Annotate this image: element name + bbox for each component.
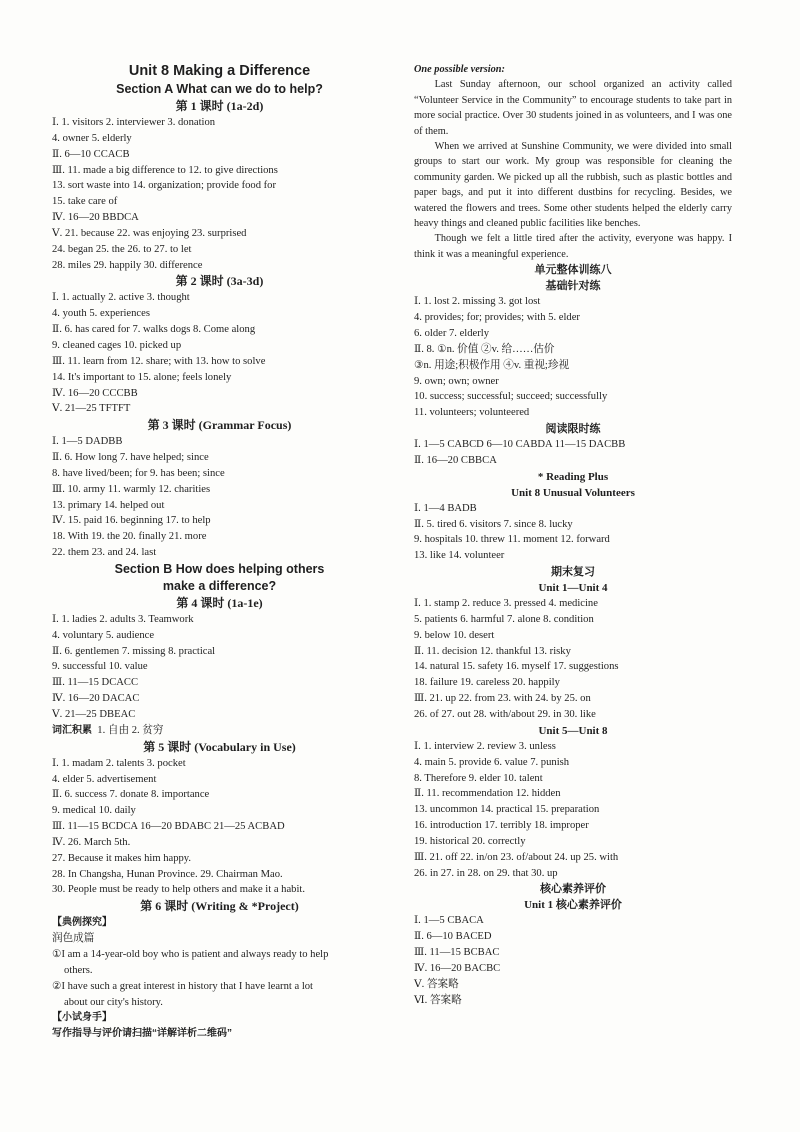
- answer-line: Ⅳ. 26. March 5th.: [52, 836, 131, 848]
- answer-line: 18. With 19. the 20. finally 21. more: [52, 531, 207, 543]
- answer-line: 14. natural 15. safety 16. myself 17. suggestions: [414, 661, 619, 673]
- answer-line: Ⅲ. 11—15 BCDCA 16—20 BDABC 21—25 ACBAD: [52, 821, 285, 833]
- section-a-title: Section A What can we do to help?: [116, 82, 323, 96]
- answer-line: ③n. 用途;积极作用 ④v. 重视;珍视: [414, 359, 570, 371]
- answer-line: Ⅲ. 11. made a big difference to 12. to give directions: [52, 164, 278, 176]
- answer-line: 28. In Changsha, Hunan Province. 29. Chairman Mao.: [52, 868, 283, 880]
- answer-line: 22. them 23. and 24. last: [52, 547, 157, 559]
- answer-line: Ⅱ. 6. has cared for 7. walks dogs 8. Come along: [52, 324, 256, 336]
- answer-line: 9. cleaned cages 10. picked up: [52, 339, 182, 351]
- answer-line: Ⅰ. 1. madam 2. talents 3. pocket: [52, 757, 186, 769]
- answer-line: 4. voluntary 5. audience: [52, 629, 155, 641]
- essay-paragraph: Last Sunday afternoon, our school organized an activity called “Volunteer Service in the Community” to encourage students to take part in more social practice. Over 30 students joined in as volunteers, and I was one of them.: [414, 79, 732, 137]
- reading-plus-title: * Reading Plus: [537, 470, 609, 483]
- answer-line: Ⅲ. 10. army 11. warmly 12. charities: [52, 483, 211, 495]
- lesson-5-answers: [52, 756, 387, 899]
- answer-line: 27. Because it makes him happy.: [52, 852, 192, 864]
- answer-line: Ⅲ. 21. up 22. from 23. with 24. by 25. on: [414, 693, 591, 705]
- lesson-3-title: 第 3 课时 (Grammar Focus): [147, 418, 292, 433]
- section-b-title-cont: make a difference?: [162, 578, 277, 593]
- answer-line: 15. take care of: [52, 196, 118, 208]
- try-tag: 【小试身手】: [52, 1012, 112, 1024]
- answer-line: Ⅱ. 11. recommendation 12. hidden: [414, 788, 561, 800]
- vocab-text: 1. 自由 2. 贫穷: [97, 724, 164, 736]
- answer-line: Ⅲ. 11—15 DCACC: [52, 677, 139, 689]
- answer-line: 9. own; own; owner: [414, 375, 499, 387]
- basic-practice-title: 基础针对练: [545, 280, 601, 293]
- qr-note: 写作指导与评价请扫描“详解详析二维码”: [52, 1028, 232, 1040]
- answer-line: Ⅱ. 6. How long 7. have helped; since: [52, 452, 209, 464]
- answer-line: 19. historical 20. correctly: [414, 835, 526, 847]
- answer-line: 13. primary 14. helped out: [52, 499, 165, 511]
- final-review-title: 期末复习: [551, 566, 595, 579]
- essay-paragraph: Though we felt a little tired after the activity, everyone was happy. I think it was a meaningful experience.: [414, 233, 732, 260]
- answer-line: Ⅱ. 11. decision 12. thankful 13. risky: [414, 645, 571, 657]
- left-column: [52, 62, 387, 1042]
- right-column: [414, 62, 732, 1009]
- answer-line: Ⅰ. 1—4 BADB: [414, 502, 477, 514]
- reading-plus-unit: Unit 8 Unusual Volunteers: [511, 486, 635, 499]
- answer-line: Ⅳ. 16—20 CCCBB: [52, 387, 138, 399]
- core-literacy-title: 核心素养评价: [540, 883, 606, 896]
- answer-line: 4. elder 5. advertisement: [52, 773, 157, 785]
- answer-line: 13. uncommon 14. practical 15. preparation: [414, 804, 600, 816]
- essay-paragraph: When we arrived at Sunshine Community, we were divided into small groups to start our work. My group was responsible for cleaning the community garden. We picked up all the rubbish, such as plastic bottles and paper bags, and put it into different dustbins for recycling. Besides, we watered the flowers and trees. Some other students helped the elderly carry heavy things and cleaned public facilities like benches.: [414, 141, 732, 230]
- answer-line: 5. patients 6. harmful 7. alone 8. condition: [414, 613, 594, 625]
- lesson-6-title: 第 6 课时 (Writing & *Project): [140, 899, 299, 914]
- answer-line: Ⅴ. 21. because 22. was enjoying 23. surprised: [52, 227, 247, 239]
- answer-line: Ⅱ. 6—10 CCACB: [52, 148, 130, 160]
- answer-line: Ⅱ. 5. tired 6. visitors 7. since 8. lucky: [414, 518, 573, 530]
- lesson-1-title: 第 1 课时 (1a-2d): [175, 99, 264, 113]
- answer-line: 30. People must be ready to help others and make it a habit.: [52, 884, 306, 896]
- answer-line: 26. of 27. out 28. with/about 29. in 30. like: [414, 709, 596, 720]
- answer-line: 11. volunteers; volunteered: [414, 407, 530, 419]
- answer-line: 8. have lived/been; for 9. has been; since: [52, 467, 225, 479]
- answer-line: 28. miles 29. happily 30. difference: [52, 259, 203, 271]
- unit-5-8-title: Unit 5—Unit 8: [538, 724, 608, 737]
- unit-1-4-title: Unit 1—Unit 4: [538, 582, 608, 595]
- essay-label: One possible version:: [414, 64, 505, 75]
- answer-line: 9. hospitals 10. threw 11. moment 12. forward: [414, 534, 610, 546]
- answer-line: Ⅰ. 1. stamp 2. reduce 3. pressed 4. medicine: [414, 598, 598, 610]
- reading-answers: [414, 437, 732, 469]
- answer-line: Ⅱ. 8. ①n. 价值 ②v. 给……估价: [414, 343, 555, 355]
- answer-line: Ⅰ. 1. lost 2. missing 3. got lost: [414, 296, 541, 308]
- answer-line: Ⅲ. 11. learn from 12. share; with 13. how to solve: [52, 355, 266, 367]
- reading-plus-answers: [414, 501, 732, 564]
- answer-line: 9. below 10. desert: [414, 629, 495, 641]
- reading-timed-title: 阅读限时练: [545, 423, 601, 436]
- answer-line: Ⅰ. 1. interview 2. review 3. unless: [414, 740, 556, 752]
- answer-line: 18. failure 19. careless 20. happily: [414, 677, 560, 689]
- polish-sentence-2-cont: about our city's history.: [64, 996, 163, 1008]
- basic-answers: [414, 294, 732, 421]
- vocab-tag: 词汇积累: [52, 724, 92, 736]
- answer-line: Ⅲ. 11—15 BCBAC: [414, 947, 500, 959]
- answer-line: 9. successful 10. value: [52, 661, 148, 673]
- unit-title: Unit 8 Making a Difference: [128, 63, 311, 79]
- answer-line: Ⅲ. 21. off 22. in/on 23. of/about 24. up 25. with: [414, 851, 619, 863]
- answer-line: Ⅳ. 16—20 BACBC: [414, 962, 501, 974]
- answer-line: Ⅵ. 答案略: [414, 994, 462, 1006]
- answer-line: 8. Therefore 9. elder 10. talent: [414, 772, 543, 784]
- answer-line: Ⅰ. 1—5 CBACA: [414, 915, 484, 927]
- answer-line: 16. introduction 17. terribly 18. improper: [414, 820, 589, 832]
- answer-line: Ⅰ. 1. ladies 2. adults 3. Teamwork: [52, 613, 194, 625]
- answer-line: 4. owner 5. elderly: [52, 132, 132, 144]
- answer-line: Ⅰ. 1. actually 2. active 3. thought: [52, 292, 190, 304]
- answer-line: 9. medical 10. daily: [52, 805, 136, 817]
- answer-line: Ⅱ. 6. gentlemen 7. missing 8. practical: [52, 645, 216, 657]
- answer-line: Ⅰ. 1. visitors 2. interviewer 3. donation: [52, 117, 216, 128]
- answer-line: Ⅱ. 6—10 BACED: [414, 931, 492, 943]
- answer-line: Ⅰ. 1—5 CABCD 6—10 CABDA 11—15 DACBB: [414, 439, 626, 451]
- polish-label: 润色成篇: [52, 933, 95, 945]
- polish-sentence-1: ①I am a 14-year-old boy who is patient and always ready to help: [52, 948, 329, 960]
- answer-line: Ⅱ. 16—20 CBBCA: [414, 454, 497, 466]
- answer-line: 10. success; successful; succeed; successfully: [414, 391, 608, 403]
- core-literacy-answers: [414, 913, 732, 1008]
- lesson-3-answers: [52, 434, 387, 561]
- answer-line: Ⅱ. 6. success 7. donate 8. importance: [52, 789, 210, 801]
- answer-line: 13. like 14. volunteer: [414, 550, 505, 562]
- lesson-1-answers: [52, 115, 387, 273]
- vocab-accumulation: [52, 723, 387, 739]
- answer-line: 4. provides; for; provides; with 5. elder: [414, 312, 580, 324]
- answer-line: 24. began 25. the 26. to 27. to let: [52, 243, 192, 255]
- polish-sentence-1-cont: others.: [64, 964, 93, 976]
- answer-line: 26. in 27. in 28. on 29. that 30. up: [414, 867, 558, 879]
- answer-line: 6. older 7. elderly: [414, 327, 490, 339]
- lesson-2-title: 第 2 课时 (3a-3d): [175, 274, 264, 289]
- answer-line: Ⅴ. 21—25 TFTFT: [52, 403, 131, 415]
- answer-line: Ⅰ. 1—5 DADBB: [52, 436, 123, 448]
- lesson-4-answers: [52, 612, 387, 723]
- answer-line: Ⅳ. 16—20 BBDCA: [52, 212, 139, 224]
- answer-line: Ⅴ. 答案略: [414, 978, 459, 990]
- lesson-4-title: 第 4 课时 (1a-1e): [176, 595, 263, 610]
- answer-line: 4. youth 5. experiences: [52, 308, 150, 320]
- core-literacy-unit: Unit 1 核心素养评价: [524, 899, 622, 912]
- lesson-2-answers: [52, 290, 387, 417]
- unit-5-8-answers: [414, 739, 732, 882]
- answer-line: Ⅳ. 15. paid 16. beginning 17. to help: [52, 515, 211, 527]
- answer-line: 14. It's important to 15. alone; feels lonely: [52, 371, 232, 383]
- unit-1-4-answers: [414, 596, 732, 723]
- unit-training-title: 单元整体训练八: [534, 264, 612, 277]
- answer-line: 13. sort waste into 14. organization; provide food for: [52, 180, 276, 192]
- answer-line: 4. main 5. provide 6. value 7. punish: [414, 756, 570, 768]
- lesson-5-title: 第 5 课时 (Vocabulary in Use): [143, 739, 296, 754]
- section-b-title: Section B How does helping others: [114, 561, 325, 576]
- example-tag: 【典例探究】: [52, 917, 112, 929]
- answer-line: Ⅴ. 21—25 DBEAC: [52, 709, 136, 720]
- answer-line: Ⅳ. 16—20 DACAC: [52, 693, 140, 705]
- polish-sentence-2: ②I have such a great interest in history that I have learnt a lot: [52, 980, 314, 992]
